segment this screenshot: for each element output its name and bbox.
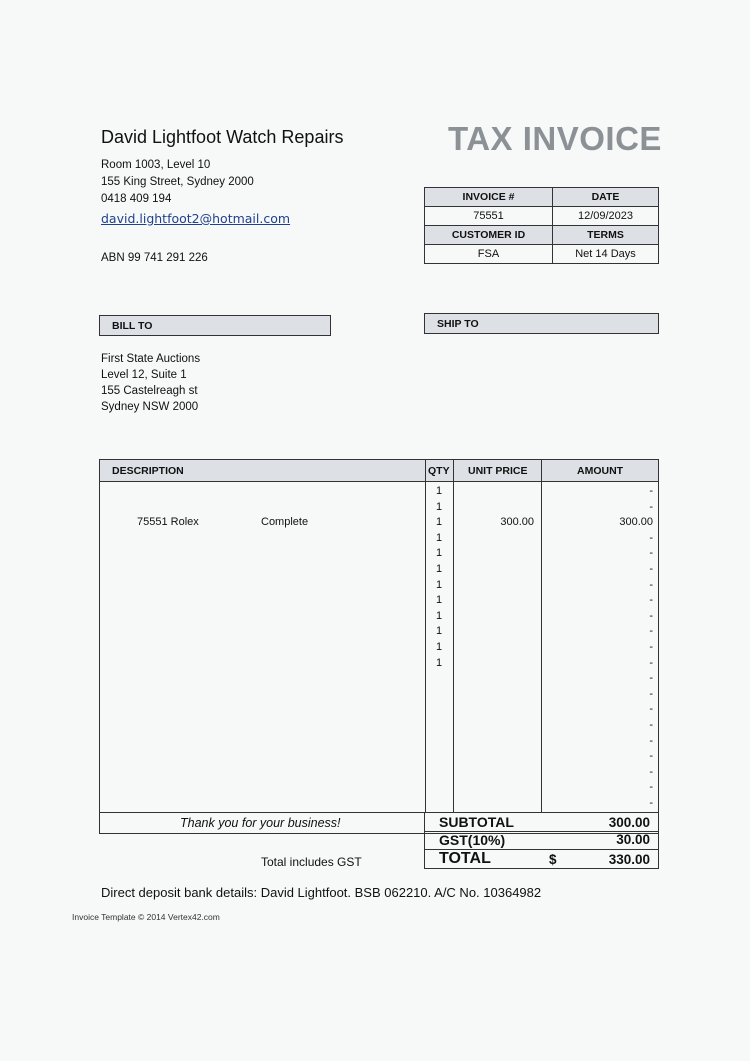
column-divider [541, 460, 542, 812]
invoice-number-label: INVOICE # [425, 188, 553, 207]
total-label: TOTAL [439, 850, 491, 867]
item-description: 75551 Rolex [137, 516, 199, 529]
item-amount: - [649, 578, 653, 591]
bill-to-line: First State Auctions [101, 353, 201, 365]
item-qty: 1 [435, 516, 443, 529]
item-amount: - [649, 765, 653, 778]
line-items-table [99, 459, 659, 834]
item-qty: 1 [435, 609, 443, 622]
invoice-number-value: 75551 [425, 207, 553, 226]
company-address-line2: 155 King Street, Sydney 2000 [101, 176, 254, 188]
terms-value: Net 14 Days [553, 245, 659, 264]
item-amount: - [649, 781, 653, 794]
amount-header: AMOUNT [577, 465, 624, 477]
line-items-header [100, 460, 658, 482]
item-condition: Complete [261, 516, 309, 529]
item-qty: 1 [435, 563, 443, 575]
ship-to-heading: SHIP TO [424, 313, 659, 334]
gst-label: GST(10%) [439, 832, 506, 848]
unit-price-header: UNIT PRICE [468, 465, 528, 477]
qty-header: QTY [428, 465, 450, 477]
company-address-line1: Room 1003, Level 10 [101, 159, 211, 171]
item-qty: 1 [435, 547, 443, 560]
item-amount: - [649, 687, 653, 700]
subtotal-label: SUBTOTAL [439, 814, 514, 830]
item-amount: - [649, 625, 653, 638]
terms-label: TERMS [553, 226, 659, 245]
template-credit: Invoice Template © 2014 Vertex42.com [72, 912, 220, 922]
column-divider [425, 460, 426, 812]
item-amount: - [649, 719, 653, 731]
item-amount: - [649, 672, 653, 685]
item-qty: 1 [435, 485, 443, 497]
invoice-meta-table [424, 187, 659, 264]
currency-symbol: $ [549, 852, 557, 867]
item-amount: - [649, 547, 653, 560]
item-amount: - [649, 594, 653, 607]
customer-id-label: CUSTOMER ID [425, 226, 553, 245]
date-value: 12/09/2023 [553, 207, 659, 226]
item-amount: - [649, 703, 653, 716]
gst-value: 30.00 [616, 832, 650, 847]
item-qty: 1 [435, 625, 443, 638]
gst-row [424, 831, 659, 850]
item-qty: 1 [435, 594, 443, 607]
item-amount: - [649, 563, 653, 575]
date-label: DATE [553, 188, 659, 207]
bill-to-line: Level 12, Suite 1 [101, 369, 187, 381]
subtotal-value: 300.00 [608, 815, 650, 830]
item-amount: - [649, 531, 653, 544]
column-divider [453, 460, 454, 812]
total-value: 330.00 [608, 852, 650, 867]
item-amount: - [649, 641, 653, 653]
item-unit-price: 300.00 [500, 516, 534, 529]
item-qty: 1 [435, 656, 443, 669]
thank-you-message: Thank you for your business! [180, 816, 341, 830]
item-amount: 300.00 [619, 516, 653, 529]
item-amount: - [649, 609, 653, 622]
item-amount: - [649, 750, 653, 763]
bank-details: Direct deposit bank details: David Lightfoot. BSB 062210. A/C No. 10364982 [101, 885, 542, 900]
company-phone: 0418 409 194 [101, 193, 172, 205]
company-abn: ABN 99 741 291 226 [101, 252, 208, 264]
item-qty: 1 [435, 641, 443, 653]
customer-id-value: FSA [425, 245, 553, 264]
bill-to-line: 155 Castelreagh st [101, 385, 198, 397]
item-qty: 1 [435, 500, 443, 513]
item-amount: - [649, 656, 653, 669]
company-email-link[interactable]: david.lightfoot2@hotmail.com [101, 211, 291, 226]
gst-note: Total includes GST [261, 855, 362, 869]
description-header: DESCRIPTION [112, 465, 184, 477]
item-qty: 1 [435, 578, 443, 591]
bill-to-heading: BILL TO [99, 315, 331, 336]
item-amount: - [649, 500, 653, 513]
document-title: TAX INVOICE [448, 120, 662, 157]
company-name: David Lightfoot Watch Repairs [101, 127, 344, 147]
item-qty: 1 [435, 531, 443, 544]
item-amount: - [649, 485, 653, 497]
subtotal-row [424, 812, 659, 832]
bill-to-line: Sydney NSW 2000 [101, 401, 199, 413]
item-amount: - [649, 734, 653, 747]
total-row [424, 849, 659, 869]
item-amount: - [649, 797, 653, 809]
